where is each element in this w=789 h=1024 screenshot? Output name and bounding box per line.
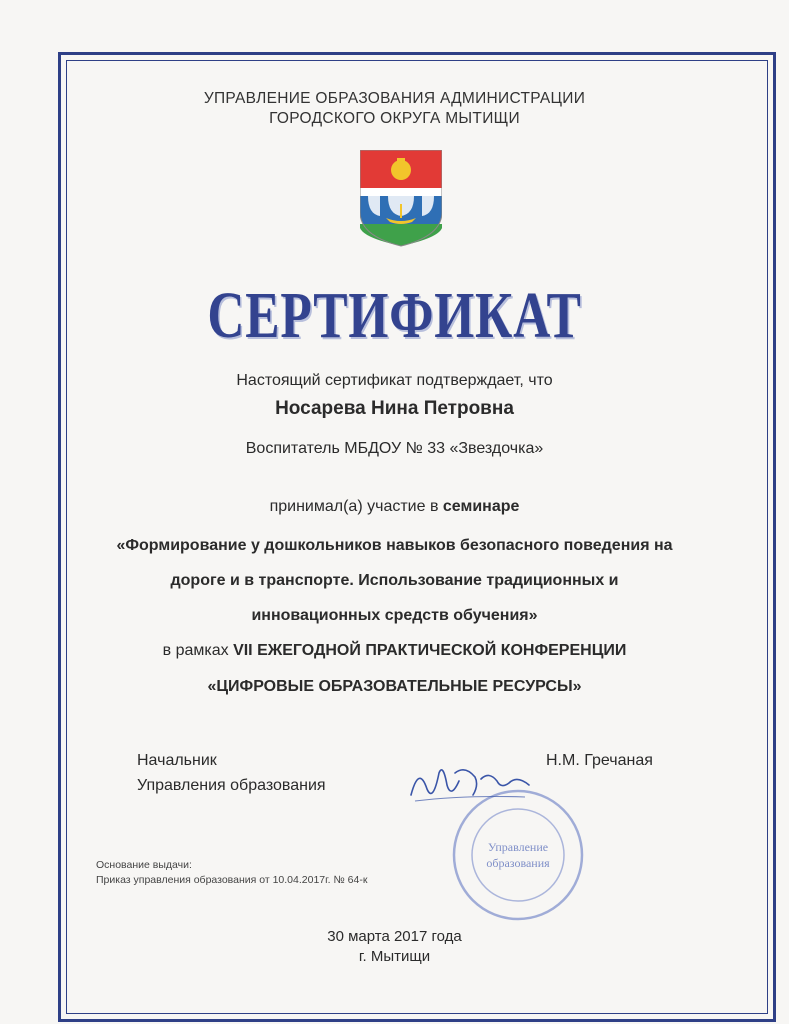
basis-order: Приказ управления образования от 10.04.2017г. № 64-к <box>96 874 368 886</box>
basis-label: Основание выдачи: <box>96 859 192 871</box>
conference-prefix: в рамках <box>162 642 234 659</box>
conference-name: «ЦИФРОВЫЕ ОБРАЗОВАТЕЛЬНЫЕ РЕСУРСЫ» <box>207 678 582 695</box>
conference-line <box>60 642 729 660</box>
participation-text <box>60 498 729 516</box>
header-line-2: ГОРОДСКОГО ОКРУГА МЫТИЩИ <box>269 110 520 127</box>
seminar-title-line-3: инновационных средств обучения» <box>251 607 538 624</box>
signer-role-line-2: Управления образования <box>137 777 326 794</box>
participation-event-type: семинаре <box>442 498 520 515</box>
handwritten-signature <box>405 755 545 815</box>
certificate-title: СЕРТИФИКАТ <box>207 279 582 352</box>
stamp-text-line-1: Управление <box>487 840 549 854</box>
issue-date: 30 марта 2017 года <box>327 928 462 945</box>
signer-name: Н.М. Гречаная <box>546 752 653 769</box>
seminar-title-line-1: «Формирование у дошкольников навыков безопасного поведения на <box>116 537 673 554</box>
recipient-position: Воспитатель МБДОУ № 33 «Звездочка» <box>245 440 544 457</box>
coat-of-arms-icon <box>360 150 442 250</box>
issue-city: г. Мытищи <box>358 948 431 965</box>
recipient-name: Носарева Нина Петровна <box>275 398 514 419</box>
conference-title: VII ЕЖЕГОДНОЙ ПРАКТИЧЕСКОЙ КОНФЕРЕНЦИИ <box>233 642 627 659</box>
seminar-title-line-2: дороге и в транспорте. Использование традиционных и <box>170 572 619 589</box>
confirms-text: Настоящий сертификат подтверждает, что <box>236 372 553 389</box>
participation-prefix: принимал(а) участие в <box>269 498 443 515</box>
header-line-1: УПРАВЛЕНИЕ ОБРАЗОВАНИЯ АДМИНИСТРАЦИИ <box>203 90 586 107</box>
stamp-text-line-2: образования <box>486 856 550 870</box>
signer-role-line-1: Начальник <box>137 752 217 769</box>
